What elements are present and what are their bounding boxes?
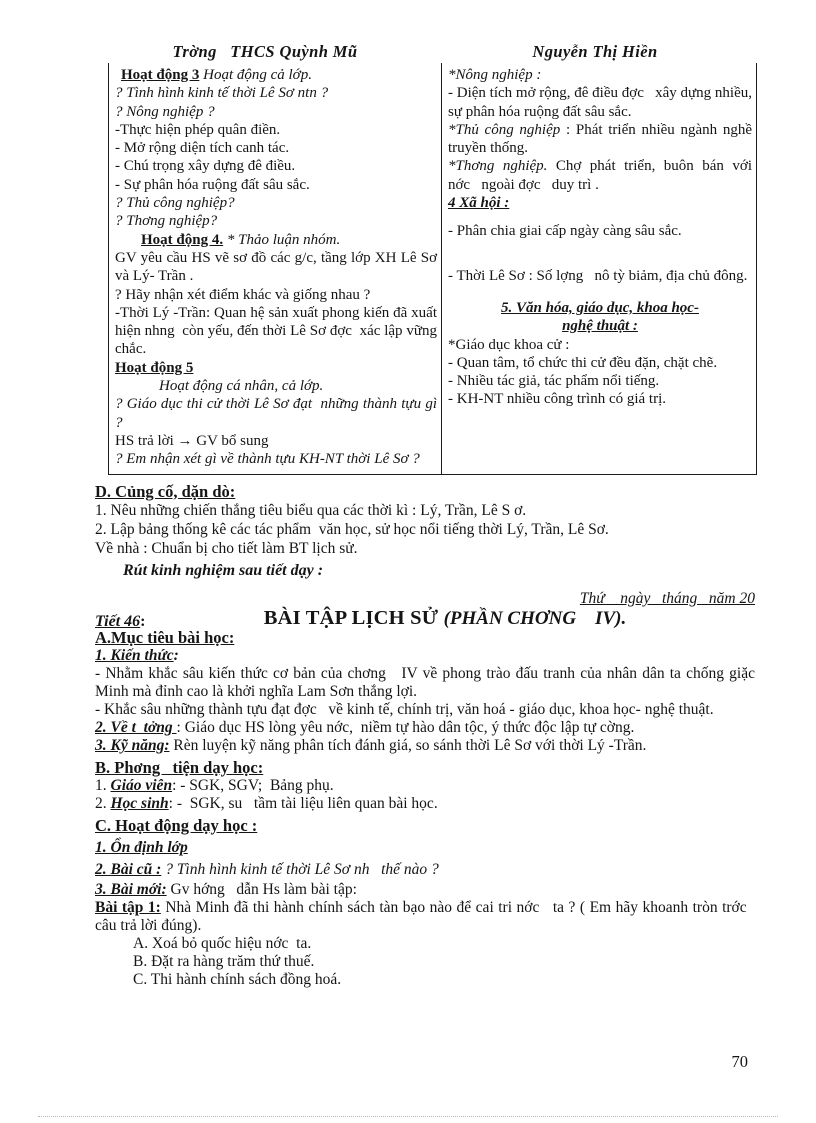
page-number: 70 <box>731 1052 748 1071</box>
question-compare: ? Hãy nhận xét điểm khác và giống nhau ? <box>115 286 371 303</box>
trade-line <box>448 157 752 194</box>
activity-4-mode: * Thảo luận nhóm. <box>226 231 341 248</box>
means-teacher-heading: Giáo viên <box>110 777 173 795</box>
footer-divider <box>38 1116 778 1117</box>
consolidation-section <box>95 482 755 580</box>
lesson-plan-table <box>108 63 757 475</box>
activity-5-mode: Hoạt động cá nhân, cả lớp. <box>159 378 324 395</box>
consolidation-item-1: 1. Nêu những chiến thắng tiêu biểu qua các thời kì : Lý, Trần, Lê S ơ. <box>95 501 527 519</box>
society-point-2: - Thời Lê Sơ : Số lợng nô tỳ biảm, địa chủ đông. <box>448 267 748 284</box>
step-1-heading: 1. Ổn định lớp <box>95 839 188 857</box>
step-3-heading: 3. Bài mới: <box>95 881 167 899</box>
process-heading-line <box>95 817 755 835</box>
option-a: A. Xoá bỏ quốc hiệu nớc ta. <box>133 935 312 953</box>
objectives-heading: A.Mục tiêu bài học: <box>95 628 235 648</box>
next-lesson-section <box>95 590 755 989</box>
means-teacher-content: : - SGK, SGV; Bảng phụ. <box>172 777 334 795</box>
consolidation-item-2: 2. Lập bảng thống kê các tác phẩm văn học, sử học nổi tiếng thời Lý, Trần, Lê Sơ. <box>95 521 609 539</box>
knowledge-point-1: - Nhằm khắc sâu kiến thức cơ bản của chơng IV về phong trào đấu tranh của nhân dân ta chống giặc Minh mà đỉnh cao là khởi nghĩa Lam Sơn thắng lợi. <box>95 665 755 701</box>
activity-5-heading: Hoạt động 5 <box>115 359 194 376</box>
means-student-number: 2. <box>95 795 111 813</box>
question-craft: ? Thủ công nghiệp? <box>115 195 235 212</box>
activity-3-heading: Hoạt động 3 <box>121 67 200 83</box>
table-cell-lesson-content <box>442 63 757 474</box>
point-de-dieu: - Chú trọng xây dựng đê điều. <box>115 158 296 175</box>
step-2-line <box>95 861 755 879</box>
option-b: B. Đặt ra hàng trăm thứ thuế. <box>133 953 315 971</box>
attitude-content: : Giáo dục HS lòng yêu nớc, niềm tự hào dân tộc, ý thức độc lập tự cờng. <box>176 719 635 737</box>
activity-3-mode: Hoạt động cả lớp. <box>203 67 312 83</box>
objectives-heading-line <box>95 629 755 647</box>
question-education: ? Giáo dục thi cử thời Lê Sơ đạt những thành tựu gì ? <box>115 396 437 431</box>
option-c: C. Thi hành chính sách đồng hoá. <box>133 971 342 989</box>
consolidation-heading-line <box>95 482 755 501</box>
point-hs-reply: HS trả lời → GV bổ sung <box>115 432 269 449</box>
point-ruong-dat: - Sự phân hóa ruộng đất sâu sắc. <box>115 176 310 193</box>
culture-heading-2: nghệ thuật : <box>562 318 638 335</box>
period-number: Tiết 46 <box>95 613 141 631</box>
means-heading: B. Phơng tiện dạy học: <box>95 758 264 778</box>
question-khnt: ? Em nhận xét gì về thành tựu KH-NT thời Lê Sơ ? <box>115 451 420 468</box>
step-3-content: Gv hớng dẫn Hs làm bài tập: <box>166 881 357 899</box>
agriculture-heading: *Nông nghiệp : <box>448 67 542 83</box>
culture-heading-1: 5. Văn hóa, giáo dục, khoa học- <box>501 299 699 316</box>
craft-heading: *Thủ công nghiệp <box>448 121 561 138</box>
culture-heading-line-2 <box>448 317 752 335</box>
activity-4-heading: Hoạt động 4. <box>141 231 224 248</box>
page-content <box>95 42 755 989</box>
skill-content: Rèn luyện kỹ năng phân tích đánh giá, so sánh thời Lê Sơ với thời Lý -Trần. <box>169 737 647 755</box>
exercise-1-content: Nhà Minh đã thi hành chính sách tàn bạo nào để cai tri nớc ta ? ( Em hãy khoanh tròn trớc câu trả lời đúng). <box>95 899 755 935</box>
step-1-line <box>95 839 755 857</box>
period-colon: : <box>140 613 146 631</box>
step-3-line <box>95 881 755 899</box>
table-cell-teacher-activities <box>109 63 442 474</box>
header-school-name: Trờng THCS Quỳnh Mũ <box>172 42 358 61</box>
step-2-heading: 2. Bài cũ : <box>95 861 162 879</box>
knowledge-heading-line <box>95 647 755 665</box>
date-line: Thứ ngày tháng năm 20 <box>579 590 755 608</box>
exam-point-3: - KH-NT nhiều công trình có giá trị. <box>448 391 667 408</box>
knowledge-point-2: - Khắc sâu những thành tựu đạt đợc về kinh tế, chính trị, văn hoá - giáo dục, khoa học- nghệ thuật. <box>95 701 714 719</box>
period-label <box>95 613 146 631</box>
point-ly-tran: -Thời Lý -Trần: Quan hệ sản xuất phong kiến đã xuất hiện nhng còn yếu, đến thời Lê Sơ đợc xác lập vững chắc. <box>115 304 437 358</box>
experience-note: Rút kinh nghiệm sau tiết dạy : <box>123 561 324 579</box>
question-economy: ? Tình hình kinh tế thời Lê Sơ ntn ? <box>115 85 329 102</box>
exam-point-2: - Nhiều tác giả, tác phẩm nổi tiếng. <box>448 373 660 390</box>
activity-4-line <box>115 231 437 249</box>
exam-point-1: - Quan tâm, tổ chức thi cử đều đặn, chặt chẽ. <box>448 354 718 371</box>
teacher-instruction-diagram: GV yêu cầu HS vẽ sơ đồ các g/c, tầng lớp XH Lê Sơ và Lý- Trần . <box>115 249 437 285</box>
means-student-heading: Học sinh <box>110 795 169 813</box>
header-teacher-name: Nguyễn Thị Hiền <box>532 42 658 61</box>
point-canh-tac: - Mở rộng diện tích canh tác. <box>115 140 290 157</box>
exercise-1-line <box>95 899 755 935</box>
means-teacher-line <box>95 777 755 795</box>
agriculture-content: - Diện tích mở rộng, đê điều đợc xây dựng nhiều, sự phân hóa ruộng đất sâu sắc. <box>448 85 752 120</box>
exercise-1-heading: Bài tập 1: <box>95 899 161 917</box>
craft-content: : Phát triển nhiều ngành nghề truyền thống. <box>448 121 753 157</box>
question-trade: ? Thơng nghiệp? <box>115 213 218 230</box>
knowledge-colon: : <box>173 647 179 665</box>
lesson-title-line <box>95 609 755 629</box>
activity-5-heading-line <box>115 359 437 377</box>
point-quan-dien: -Thực hiện phép quân điền. <box>115 121 281 138</box>
trade-heading: *Thơng nghiệp. <box>448 158 548 175</box>
lesson-title-note: (PHẦN CHƠNG IV). <box>443 608 627 630</box>
skill-line <box>95 737 755 755</box>
running-header <box>95 42 755 62</box>
consolidation-heading: D. Củng cố, dặn dò: <box>95 481 236 501</box>
trade-content: Chợ phát triển, buôn bán với nớc ngoài đợc duy trì . <box>448 158 752 193</box>
attitude-line <box>95 719 755 737</box>
exam-heading: *Giáo dục khoa cử : <box>448 336 570 353</box>
means-student-content: : - SGK, su tầm tài liệu liên quan bài học. <box>168 795 438 813</box>
activity-3-line <box>115 66 437 84</box>
process-heading: C. Hoạt động dạy học : <box>95 816 258 836</box>
table-row <box>109 63 757 474</box>
homework-line: Về nhà : Chuẩn bị cho tiết làm BT lịch sử. <box>95 540 358 558</box>
question-agriculture: ? Nông nghiệp ? <box>115 103 215 120</box>
attitude-heading: 2. Về t tởng <box>95 719 177 737</box>
step-2-question: ? Tình hình kinh tế thời Lê Sơ nh thế nào ? <box>161 861 439 879</box>
lesson-title: BÀI TẬP LỊCH SỬ <box>263 607 444 630</box>
knowledge-heading: 1. Kiến thức <box>95 647 174 665</box>
means-teacher-number: 1. <box>95 777 111 795</box>
society-point-1: - Phân chia giai cấp ngày càng sâu sắc. <box>448 223 682 240</box>
means-student-line <box>95 795 755 813</box>
skill-heading: 3. Kỹ năng: <box>95 737 170 755</box>
culture-heading-line-1 <box>448 299 752 317</box>
craft-line <box>448 121 752 158</box>
society-heading: 4 Xã hội : <box>448 195 510 212</box>
means-heading-line <box>95 759 755 777</box>
society-heading-line <box>448 194 752 212</box>
